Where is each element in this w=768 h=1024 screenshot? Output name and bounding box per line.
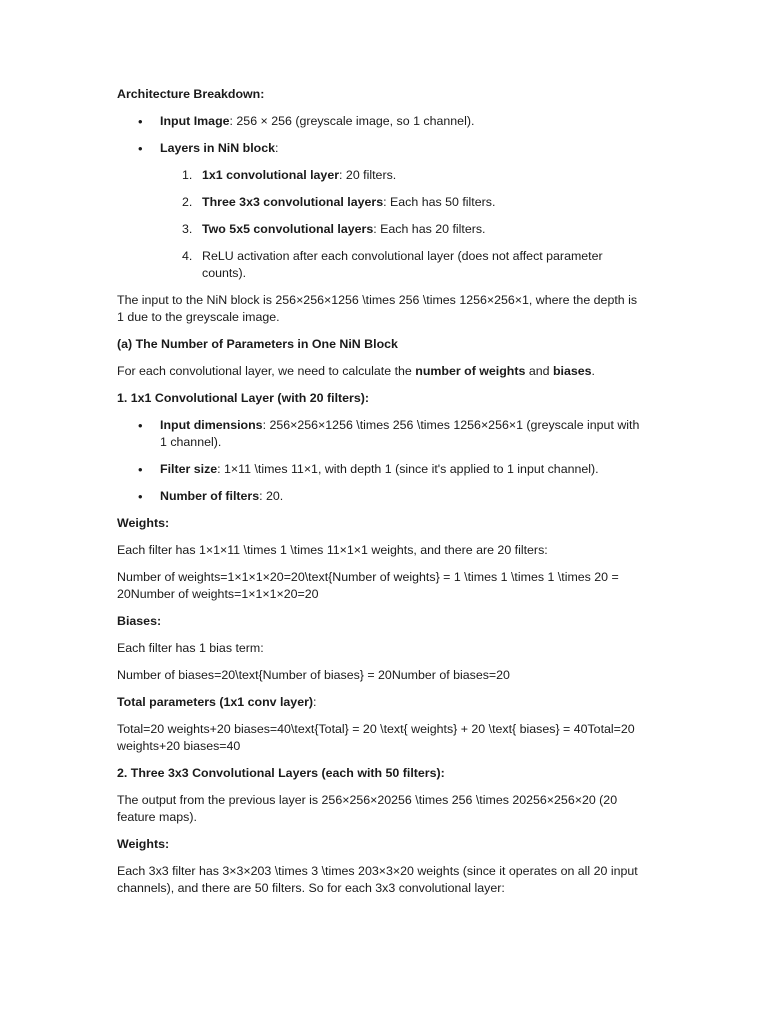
layer1-list xyxy=(117,417,645,505)
intro-text: and xyxy=(525,364,553,378)
weights-formula: Number of weights=1×1×1×20=20\text{Number of weights} = 1 \times 1 \times 1 \times 20 = 20Number of weights=1×1×1×20=20 xyxy=(117,570,619,601)
list-item xyxy=(160,248,645,282)
biases-desc: Each filter has 1 bias term: xyxy=(117,641,264,655)
layer-list xyxy=(160,167,645,282)
total-heading xyxy=(117,694,645,711)
intro-text: . xyxy=(591,364,595,378)
list-item xyxy=(117,113,645,130)
output-note: The output from the previous layer is 256×256×20256 \times 256 \times 20256×256×20 (20 feature maps). xyxy=(117,793,618,824)
list-item xyxy=(160,167,645,184)
layer-label: 1x1 convolutional layer xyxy=(202,168,340,182)
document-page xyxy=(117,86,645,907)
layer-label: Two 5x5 convolutional layers xyxy=(202,222,374,236)
layer-text: ReLU activation after each convolutional layer (does not affect parameter counts). xyxy=(202,249,603,280)
layer-text: : 20 filters. xyxy=(339,168,397,182)
input-note: The input to the NiN block is 256×256×1256 \times 256 \times 1256×256×1, where the depth is 1 due to the greyscale image. xyxy=(117,293,638,324)
bullet-text: : 1×11 \times 11×1, with depth 1 (since it's applied to 1 input channel). xyxy=(217,462,599,476)
list-item xyxy=(117,461,645,478)
bullet-label: Filter size xyxy=(160,462,218,476)
layer2-weights-heading: Weights: xyxy=(117,837,170,851)
intro-text: For each convolutional layer, we need to calculate the xyxy=(117,364,416,378)
layer-text: : Each has 20 filters. xyxy=(373,222,486,236)
total-heading-colon: : xyxy=(313,695,317,709)
weights-heading: Weights: xyxy=(117,516,170,530)
layer2-heading: 2. Three 3x3 Convolutional Layers (each with 50 filters): xyxy=(117,766,445,780)
total-formula: Total=20 weights+20 biases=40\text{Total} = 20 \text{ weights} + 20 \text{ biases} = 40Total=20 weights+20 biases=40 xyxy=(117,722,635,753)
intro-bold-weights: number of weights xyxy=(415,364,526,378)
list-item xyxy=(117,140,645,282)
layer2-weights-desc: Each 3x3 filter has 3×3×203 \times 3 \times 203×3×20 weights (since it operates on all 20 input channels), and there are 50 filters. So for each 3x3 convolutional layer: xyxy=(117,864,638,895)
bullet-text: : 256×256×1256 \times 256 \times 1256×256×1 (greyscale input with 1 channel). xyxy=(160,418,640,449)
section-a-heading: (a) The Number of Parameters in One NiN Block xyxy=(117,337,398,351)
input-image-text: : 256 × 256 (greyscale image, so 1 channel). xyxy=(229,114,475,128)
intro-bold-biases: biases xyxy=(552,364,592,378)
biases-heading: Biases: xyxy=(117,614,162,628)
section-title: Architecture Breakdown: xyxy=(117,87,265,101)
total-heading-label: Total parameters (1x1 conv layer) xyxy=(117,695,314,709)
list-number: 2. xyxy=(182,195,193,209)
overview-list xyxy=(117,113,645,282)
layer-label: Three 3x3 convolutional layers xyxy=(202,195,384,209)
input-image-label: Input Image xyxy=(160,114,230,128)
layers-text: : xyxy=(275,141,279,155)
list-number: 1. xyxy=(182,168,193,182)
layers-label: Layers in NiN block xyxy=(160,141,275,155)
layer-text: : Each has 50 filters. xyxy=(383,195,496,209)
bullet-label: Number of filters xyxy=(160,489,260,503)
bullet-text: : 20. xyxy=(259,489,284,503)
list-number: 3. xyxy=(182,222,193,236)
layer1-heading: 1. 1x1 Convolutional Layer (with 20 filters): xyxy=(117,391,369,405)
list-item xyxy=(117,417,645,451)
bullet-label: Input dimensions xyxy=(160,418,263,432)
list-item xyxy=(117,488,645,505)
biases-formula: Number of biases=20\text{Number of biases} = 20Number of biases=20 xyxy=(117,668,510,682)
list-item xyxy=(160,194,645,211)
list-number: 4. xyxy=(182,249,193,263)
weights-desc: Each filter has 1×1×11 \times 1 \times 11×1×1 weights, and there are 20 filters: xyxy=(117,543,548,557)
list-item xyxy=(160,221,645,238)
section-a-intro xyxy=(117,363,645,380)
